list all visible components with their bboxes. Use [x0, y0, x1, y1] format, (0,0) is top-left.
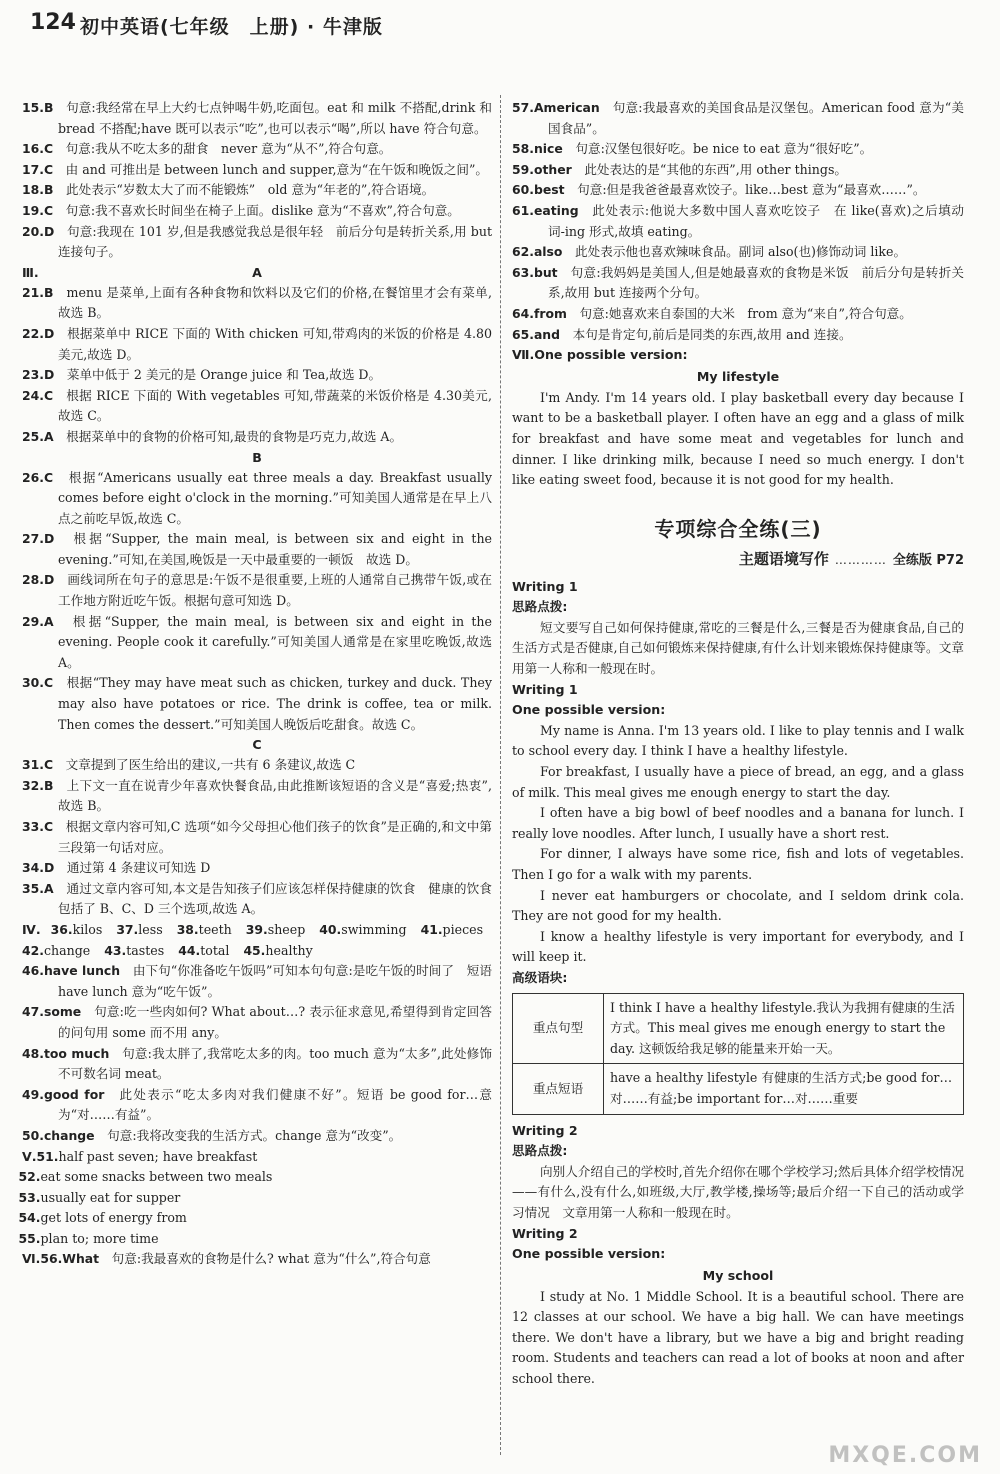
- answer-num: 52.: [18, 1169, 41, 1185]
- fill-answer: [116, 920, 162, 941]
- answer-text: 句意:她喜欢来自泰国的大米 from 意为“来自”,符合句意。: [579, 305, 912, 321]
- essay-title-lifestyle: My lifestyle: [696, 368, 780, 384]
- essay-lifestyle-body: I'm Andy. I'm 14 years old. I play basketball every day because I want to be a basketball player. I often have an egg and a glass of milk for breakfast and have some meat and vegetables for lunch and dinner. I like drinking milk, because I need so much energy. I don't like eating sweet food, because it is not good for my health.: [512, 389, 964, 488]
- answer-text: 画线词所在句子的意思是:午饭不是很重要,上班的人通常自己携带午饭,或在工作地方附近吃午饭。根据句意可知选 D。: [58, 572, 493, 609]
- answer-num: 19.C: [22, 202, 54, 218]
- answer-num: 38.: [176, 921, 199, 937]
- answer-num: 55.: [18, 1230, 41, 1246]
- answer-text: 句意:我太胖了,我常吃太多的肉。too much 意为“太多”,此处修饰不可数名词 meat。: [58, 1045, 492, 1082]
- page-reference: 全练版 P72: [892, 552, 964, 568]
- answer-text: 此处表达的是“其他的东西”,用 other things。: [584, 161, 847, 177]
- answer-text: 根据菜单中的食物的价格可知,最贵的食物是巧克力,故选 A。: [66, 428, 403, 444]
- answer-item-56: [22, 1249, 492, 1270]
- writing-1-label: Writing 1: [512, 578, 578, 594]
- section-5: [18, 1147, 492, 1250]
- answer-text: menu 是菜单,上面有各种食物和饮料以及它们的价格,在餐馆里才会有菜单,故选 B。: [58, 284, 492, 321]
- answer-word: sheep: [267, 921, 306, 937]
- answer-text: 此处表示:他说大多数中国人喜欢吃饺子 在 like(喜欢)之后填动词-ing 形式,故填 eating。: [548, 202, 965, 239]
- answer-item: [22, 817, 492, 858]
- answer-word: pieces: [442, 921, 484, 937]
- answer-text: 根据 RICE 下面的 With vegetables 可知,带蔬菜的米饭价格是 4.30美元,故选 C。: [58, 387, 493, 424]
- answer-text: 根据“Americans usually eat three meals a day. Breakfast usually comes before eight o'clock in the morning.”可知美国人通常是在早上八点之前吃早饭,故选 C。: [58, 469, 492, 526]
- answer-num: 57.American: [512, 100, 600, 115]
- answer-num: 28.D: [22, 572, 55, 588]
- answer-num: 26.C: [22, 469, 54, 485]
- answer-text: eat some snacks between two meals: [40, 1169, 273, 1185]
- answer-word: kilos: [72, 921, 103, 937]
- section-7-heading: [512, 345, 964, 366]
- answer-text: 句意:我不喜欢长时间坐在椅子上面。dislike 意为“不喜欢”,符合句意。: [65, 202, 460, 218]
- writing-1-version-label: One possible version:: [512, 702, 666, 718]
- answer-num: 20.D: [22, 223, 55, 239]
- answer-text: 此处表示他也喜欢辣味食品。副词 also(也)修饰动词 like。: [575, 244, 907, 260]
- answer-text: 上下文一直在说青少年喜欢快餐食品,由此推断该短语的含义是“喜爱;热衷”,故选 B。: [58, 777, 492, 814]
- section-roman-4: Ⅳ.: [22, 921, 41, 937]
- answer-item: [22, 386, 492, 427]
- essay-paragraph: I never eat hamburgers or chocolate, and I seldom drink cola. They are not good for my health.: [512, 887, 964, 924]
- answer-num: 65.and: [512, 326, 561, 342]
- possible-version-label: One possible version:: [534, 347, 688, 363]
- answer-item: [22, 283, 492, 324]
- answer-num: 60.best: [512, 182, 565, 198]
- writing-2-label: Writing 2: [512, 1122, 578, 1138]
- answer-num: 54.: [18, 1210, 41, 1226]
- answer-item: [512, 160, 964, 181]
- answer-text: 此处表示“吃太多肉对我们健康不好”。短语 be good for…意为“对……有益”。: [58, 1086, 493, 1123]
- answer-item: [22, 139, 492, 160]
- passage-c-label: C: [252, 737, 262, 753]
- answer-row-1: [22, 920, 492, 941]
- answer-text: 由 and 可推出是 between lunch and supper,意为“在午饭和晚饭之间”。: [65, 161, 488, 177]
- fill-answer: [243, 941, 312, 962]
- answer-item: [512, 180, 964, 201]
- answer-num: 47.some: [22, 1004, 82, 1020]
- answer-num: 39.: [245, 921, 268, 937]
- answer-item: [22, 776, 492, 817]
- answer-text: 句意:汉堡包很好吃。be nice to eat 意为“很好吃”。: [575, 141, 873, 157]
- answer-item: [22, 1126, 492, 1147]
- answer-num: 43.: [104, 942, 127, 958]
- section-roman-6: Ⅵ.: [22, 1251, 41, 1267]
- answer-word: teeth: [198, 921, 232, 937]
- answer-word: healthy: [265, 942, 313, 958]
- answer-text: 句意:我将改变我的生活方式。change 意为“改变”。: [107, 1127, 402, 1143]
- answer-text: 句意:我妈妈是美国人,但是她最喜欢的食物是米饭 前后分句是转折关系,故用 but 连接两个分句。: [548, 264, 965, 301]
- section-roman-3: Ⅲ.: [22, 264, 39, 280]
- answer-item: [22, 529, 492, 570]
- answer-item: [19, 1208, 492, 1229]
- answer-word: tastes: [126, 942, 165, 958]
- answer-text: 通过第 4 条建议可知选 D: [66, 860, 211, 876]
- answer-text: 菜单中低于 2 美元的是 Orange juice 和 Tea,故选 D。: [66, 367, 382, 383]
- writing-1-label-2: Writing 1: [512, 681, 578, 697]
- table-key: 重点句型: [513, 993, 604, 1064]
- running-title: 初中英语(七年级 上册) · 牛津版: [80, 16, 383, 38]
- subsection-heading: [512, 548, 964, 569]
- vocab-table: [512, 993, 964, 1115]
- answer-text: usually eat for supper: [40, 1189, 181, 1205]
- table-value: have a healthy lifestyle 有健康的生活方式;be good for…对……有益;be important for…对……重要: [604, 1064, 964, 1114]
- section-roman-5: Ⅴ.: [22, 1148, 37, 1164]
- answer-text: 文章提到了医生给出的建议,一共有 6 条建议,故选 C: [65, 757, 356, 773]
- answer-item: [22, 160, 492, 181]
- fill-answer: [51, 920, 103, 941]
- answer-text: 句意:吃一些肉如何? What about…? 表示征求意见,希望得到肯定回答的问句用 some 而不用 any。: [58, 1004, 493, 1040]
- passage-b-label: B: [252, 449, 262, 465]
- answer-text: 句意:我从不吃太多的甜食 never 意为“从不”,符合句意。: [65, 141, 392, 157]
- answer-text: 句意:我最喜欢的美国食品是汉堡包。American food 意为“美国食品”。: [548, 100, 964, 136]
- column-divider: [500, 95, 501, 1455]
- answer-text: half past seven; have breakfast: [58, 1148, 258, 1164]
- table-key: 重点短语: [513, 1064, 604, 1114]
- answer-num: 15.B: [22, 100, 54, 115]
- answer-item: [22, 879, 492, 920]
- answer-item: [22, 673, 492, 735]
- answer-text: 根据文章内容可知,C 选项“如今父母担心他们孩子的饮食”是正确的,和文中第三段第一句话对应。: [58, 819, 493, 855]
- answer-word: less: [138, 921, 163, 937]
- answer-item: [22, 222, 492, 263]
- fill-answer: [177, 920, 232, 941]
- answer-text: 根据菜单中 RICE 下面的 With chicken 可知,带鸡肉的米饭的价格是 4.80 美元,故选 D。: [58, 325, 493, 362]
- writing-2-label-2: Writing 2: [512, 1225, 578, 1241]
- answer-item: [22, 468, 492, 530]
- answer-num: 23.D: [22, 367, 55, 383]
- answer-text: 根据“Supper, the main meal, is between six and eight in the evening. People cook it carefully.”可知美国人通常是在家里吃晚饭,故选 A。: [58, 613, 492, 670]
- answer-num: 18.B: [22, 182, 54, 198]
- answer-num: 24.C: [22, 387, 54, 403]
- answer-num: 64.from: [512, 305, 567, 321]
- answer-item: [22, 1002, 492, 1043]
- writing-2-version-label: One possible version:: [512, 1246, 666, 1262]
- answer-item: [19, 1188, 492, 1209]
- answer-text: 根据“They may have meat such as chicken, turkey and duck. They may also have potatoes or rice. The drink is coffee, tea or milk. Then comes the dessert.”可知美国人晚饭后吃甜食。故选 C。: [58, 675, 492, 732]
- page-number: 124: [30, 10, 76, 35]
- subsection-title: 主题语境写作: [738, 549, 829, 568]
- answer-row-2: [22, 941, 492, 962]
- answer-item: [512, 98, 964, 139]
- answer-item: [19, 1229, 492, 1250]
- answer-item: [22, 365, 492, 386]
- essay-school-body: I study at No. 1 Middle School. It is a beautiful school. There are 12 classes at our school. We have a big hall. We can have meetings there. We don't have a library, but we have a big and bright reading room. Students and teachers can read a lot of books at noon and after school there.: [512, 1288, 964, 1387]
- answer-text: 由下句“你准备吃午饭吗”可知本句句意:是吃午饭的时间了 短语 have lunch 意为“吃午饭”。: [58, 963, 493, 999]
- answer-num: 63.but: [512, 264, 558, 280]
- answer-num: 16.C: [22, 141, 54, 157]
- answer-item: [22, 427, 492, 448]
- answer-num: 37.: [116, 921, 139, 937]
- advanced-chunks-label: 高级语块:: [512, 969, 568, 985]
- answer-word: total: [200, 942, 230, 958]
- answer-num: 53.: [18, 1189, 41, 1205]
- passage-a-label: A: [252, 264, 262, 280]
- answer-item: [512, 139, 964, 160]
- essay-paragraph: I often have a big bowl of beef noodles and a banana for lunch. I really love noodles. After lunch, I usually have a short rest.: [512, 805, 964, 841]
- answer-text: 句意:我最喜欢的食物是什么? what 意为“什么”,符合句意: [111, 1251, 431, 1267]
- answer-item: [22, 755, 492, 776]
- writing-2-tips: 向别人介绍自己的学校时,首先介绍你在哪个学校学习;然后具体介绍学校情况——有什么,没有什么,如班级,大厅,教学楼,操场等;最后介绍一下自己的活动或学习情况 文章用第一人称和一般现在时。: [512, 1163, 964, 1220]
- answer-num: 48.too much: [22, 1045, 110, 1061]
- answer-item: [512, 263, 964, 304]
- answer-text: plan to; more time: [40, 1230, 159, 1246]
- answer-num: 30.C: [22, 675, 54, 691]
- answer-num: 50.change: [22, 1127, 95, 1143]
- fill-answer: [421, 920, 483, 941]
- essay-paragraph: For dinner, I always have some rice, fish and lots of vegetables. Then I go for a walk with my parents.: [512, 846, 964, 882]
- fill-answer: [246, 920, 306, 941]
- essay-title-school: My school: [702, 1267, 774, 1283]
- answer-item: [512, 201, 964, 242]
- fill-answer: [104, 941, 164, 962]
- answer-text: get lots of energy from: [40, 1210, 187, 1226]
- answer-num: 22.D: [22, 325, 55, 341]
- essay-paragraph: For breakfast, I usually have a piece of bread, an egg, and a glass of milk. This meal gives me enough energy to start the day.: [512, 764, 964, 800]
- answer-text: 句意:我经常在早上大约七点钟喝牛奶,吃面包。eat 和 milk 不搭配,drink 和 bread 不搭配;have 既可以表示“吃”,也可以表示“喝”,所以 have 符合句意。: [58, 100, 493, 136]
- answer-num: 42.: [22, 942, 44, 958]
- answer-item: [22, 570, 492, 611]
- answer-num: 61.eating: [512, 202, 579, 218]
- answer-num: 25.A: [22, 428, 54, 444]
- answer-item: [19, 1167, 492, 1188]
- answer-item: [22, 201, 492, 222]
- answer-text: 通过文章内容可知,本文是告知孩子们应该怎样保持健康的饮食 健康的饮食包括了 B、C、D 三个选项,故选 A。: [58, 880, 492, 917]
- tips-label: 思路点拨:: [512, 599, 568, 615]
- answer-num: 35.A: [22, 880, 54, 896]
- table-value: I think I have a healthy lifestyle.我认为我拥有健康的生活方式。This meal gives me enough energy to start the day. 这顿饭给我足够的能量来开始一天。: [604, 993, 964, 1064]
- writing-1-tips: 短文要写自己如何保持健康,常吃的三餐是什么,三餐是否为健康食品,自己的生活方式是否健康,自己如何锻炼来保持健康,有什么计划来锻炼保持健康等。文章用第一人称和一般现在时。: [512, 619, 964, 677]
- watermark: MXQE.COM: [828, 1443, 982, 1468]
- answer-num: 59.other: [512, 161, 572, 177]
- answer-item: [22, 1085, 492, 1126]
- answer-num: 62.also: [512, 244, 563, 260]
- answer-item: [22, 324, 492, 365]
- answer-num: 44.: [178, 942, 201, 958]
- tips-label-2: 思路点拨:: [512, 1143, 568, 1159]
- answer-num: 31.C: [22, 757, 54, 773]
- answer-num: 21.B: [22, 284, 54, 300]
- fill-answer: [178, 941, 229, 962]
- answer-item: [22, 180, 492, 201]
- leader-dots: …………: [834, 552, 887, 567]
- answer-num: 29.A: [22, 613, 54, 629]
- answer-num: 40.: [319, 921, 342, 937]
- answer-num: 45.: [243, 942, 266, 958]
- answer-num: 46.have lunch: [22, 963, 121, 979]
- answer-item: [22, 961, 492, 1002]
- answer-item: [22, 98, 492, 139]
- answer-text: 根据“Supper, the main meal, is between six and eight in the evening.”可知,在美国,晚饭是一天中最重要的一顿饭 故选 D。: [58, 531, 493, 567]
- answer-text: 句意:我现在 101 岁,但是我感觉我总是很年轻 前后分句是转折关系,用 but 连接句子。: [58, 223, 493, 260]
- essay-paragraph: I know a healthy lifestyle is very important for everybody, and I will keep it.: [512, 928, 964, 965]
- essay-paragraph: My name is Anna. I'm 13 years old. I like to play tennis and I walk to school every day. I think I have a healthy lifestyle.: [512, 722, 964, 759]
- answer-item: [37, 1147, 492, 1168]
- answer-num: 51.: [36, 1148, 59, 1164]
- answer-num: 32.B: [22, 777, 54, 793]
- section-title: 专项综合全练(三): [654, 516, 822, 541]
- right-column: [512, 98, 964, 1390]
- answer-item: [22, 1044, 492, 1085]
- page-header: [30, 8, 970, 42]
- answer-text: 此处表示“岁数太大了而不能锻炼” old 意为“年老的”,符合语境。: [66, 182, 435, 198]
- answer-text: 本句是肯定句,前后是同类的东西,故用 and 连接。: [572, 326, 852, 342]
- answer-num: 17.C: [22, 161, 54, 177]
- answer-word: change: [43, 942, 91, 958]
- answer-item: [22, 612, 492, 674]
- answer-item: [22, 858, 492, 879]
- answer-num: 36.: [50, 921, 73, 937]
- answer-num: 27.D: [22, 531, 55, 547]
- answer-num: 41.: [420, 921, 443, 937]
- answer-item: [512, 242, 964, 263]
- answer-num: 34.D: [22, 860, 55, 876]
- section-roman-7: Ⅶ.: [512, 347, 535, 363]
- left-column: [18, 98, 493, 1270]
- answer-num: 49.good for: [22, 1086, 105, 1102]
- fill-answer: [319, 920, 406, 941]
- answer-item: [512, 304, 964, 325]
- answer-num: 33.C: [22, 819, 54, 834]
- answer-text: 句意:但是我爸爸最喜欢饺子。like…best 意为“最喜欢……”。: [577, 182, 926, 198]
- fill-answer: [22, 941, 90, 962]
- answer-num: 56.What: [40, 1251, 100, 1267]
- answer-item: [512, 325, 964, 346]
- answer-word: swimming: [341, 921, 407, 937]
- table-row: [513, 993, 964, 1064]
- answer-num: 58.nice: [512, 141, 563, 157]
- table-row: [513, 1064, 964, 1114]
